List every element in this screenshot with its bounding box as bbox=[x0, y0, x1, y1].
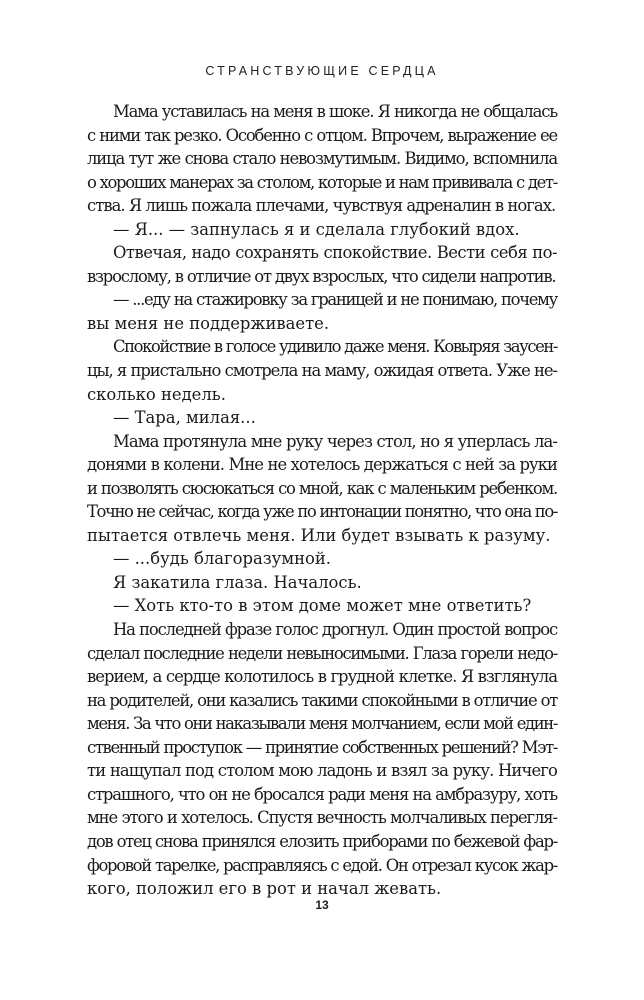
text-line: — ...будь благоразумной. bbox=[113, 549, 332, 569]
text-line: меня. За что они наказывали меня молчанием, если мой един- bbox=[87, 714, 557, 734]
text-line: ственный проступок — принятие собственных решений? Мэт- bbox=[87, 737, 557, 757]
text-line: форовой тарелке, расправляясь с едой. Он отрезал кусок жар- bbox=[87, 855, 557, 875]
text-line: на родителей, они казались такими спокойными в отличие от bbox=[87, 690, 557, 710]
text-line: взрослому, в отличие от двух взрослых, что сидели напротив. bbox=[87, 266, 556, 286]
running-head: СТРАНСТВУЮЩИЕ СЕРДЦА bbox=[205, 64, 439, 78]
text-line: На последней фразе голос дрогнул. Один простой вопрос bbox=[113, 620, 557, 640]
text-line: — Тара, милая... bbox=[113, 408, 256, 428]
text-line: лица тут же снова стало невозмутимым. Видимо, вспомнила bbox=[87, 149, 557, 169]
page-number: 13 bbox=[315, 898, 329, 912]
text-line: — Хоть кто-то в этом доме может мне ответить? bbox=[113, 596, 532, 616]
text-line: сделал последние недели невыносимыми. Глаза горели недо- bbox=[87, 643, 557, 663]
text-line: верием, а сердце колотилось в грудной клетке. Я взглянула bbox=[87, 667, 557, 687]
text-line: с ними так резко. Особенно с отцом. Впрочем, выражение ее bbox=[87, 125, 557, 145]
text-line: страшного, что он не бросался ради меня на амбразуру, хоть bbox=[87, 784, 557, 804]
text-line: — Я... — запнулась я и сделала глубокий вдох. bbox=[113, 219, 520, 239]
text-line: мне этого и хотелось. Спустя вечность молчаливых перегля- bbox=[87, 808, 557, 828]
text-line: вы меня не поддерживаете. bbox=[87, 313, 330, 333]
text-line: кого, положил его в рот и начал жевать. bbox=[87, 879, 442, 899]
text-line: — ...еду на стажировку за границей и не понимаю, почему bbox=[113, 290, 557, 310]
text-line: ти нащупал под столом мою ладонь и взял за руку. Ничего bbox=[87, 761, 557, 781]
text-line: пытается отвлечь меня. Или будет взывать к разуму. bbox=[87, 525, 551, 545]
text-line: дов отец снова принялся елозить приборами по бежевой фар- bbox=[87, 831, 557, 851]
text-line: цы, я пристально смотрела на маму, ожидая ответа. Уже не- bbox=[87, 361, 557, 381]
text-line: Мама уставилась на меня в шоке. Я никогда не общалась bbox=[113, 102, 557, 121]
text-line: Мама протянула мне руку через стол, но я уперлась ла- bbox=[113, 431, 557, 451]
text-line: ства. Я лишь пожала плечами, чувствуя адреналин в ногах. bbox=[87, 196, 556, 216]
text-line: Я закатила глаза. Началось. bbox=[113, 572, 362, 592]
text-line: и позволять сюсюкаться со мной, как с маленьким ребенком. bbox=[87, 478, 557, 498]
text-line: о хороших манерах за столом, которые и нам прививала с дет- bbox=[87, 172, 557, 192]
text-line: Отвечая, надо сохранять спокойствие. Вести себя по- bbox=[113, 243, 557, 263]
text-line: сколько недель. bbox=[87, 384, 226, 404]
text-line: Точно не сейчас, когда уже по интонации понятно, что она по- bbox=[87, 502, 557, 522]
text-line: Спокойствие в голосе удивило даже меня. Ковыряя заусен- bbox=[113, 337, 557, 357]
text-line: донями в колени. Мне не хотелось держаться с ней за руки bbox=[87, 455, 557, 475]
body-text bbox=[87, 100, 557, 901]
